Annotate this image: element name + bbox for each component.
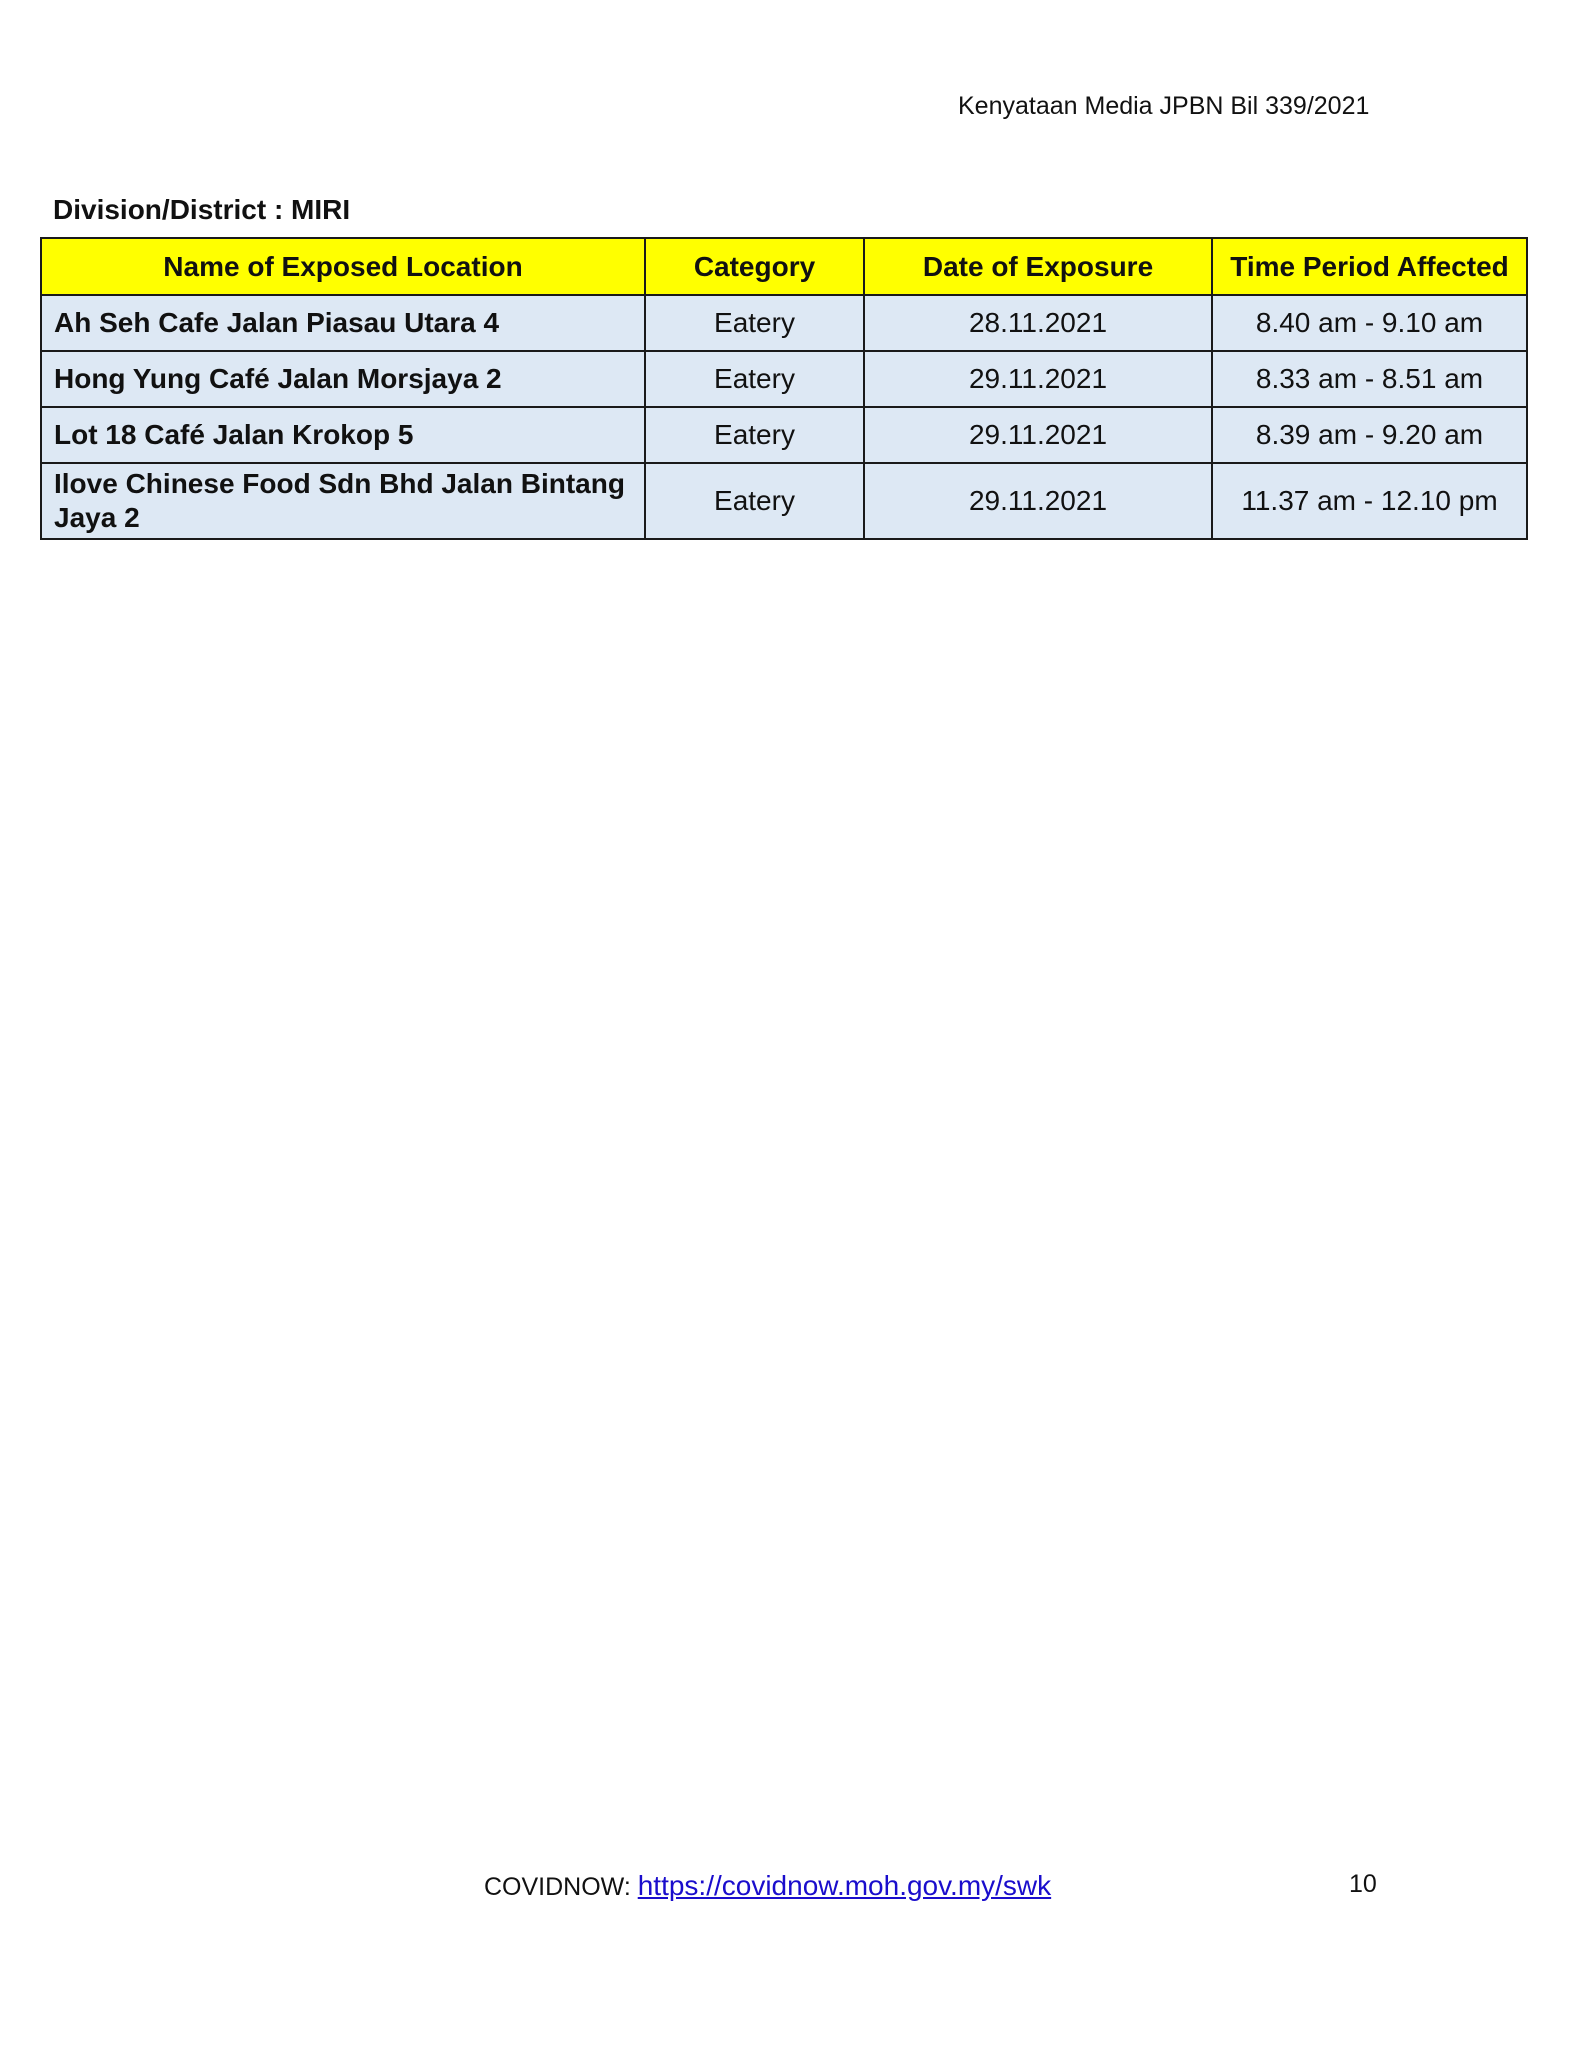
district-label: Division/District : MIRI (53, 194, 351, 225)
table-row (41, 463, 1527, 539)
category-cell: Eatery (645, 407, 864, 463)
footer (484, 1870, 1051, 1902)
column-header-location: Name of Exposed Location (41, 238, 645, 295)
header-reference: Kenyataan Media JPBN Bil 339/2021 (958, 92, 1370, 120)
column-header-category: Category (645, 238, 864, 295)
category-cell: Eatery (645, 351, 864, 407)
time-cell: 8.33 am - 8.51 am (1212, 351, 1527, 407)
location-cell: Lot 18 Café Jalan Krokop 5 (41, 407, 645, 463)
footer-prefix: COVIDNOW: (484, 1873, 638, 1901)
category-cell: Eatery (645, 295, 864, 351)
category-cell: Eatery (645, 463, 864, 539)
date-cell: 29.11.2021 (864, 351, 1212, 407)
covidnow-link[interactable]: https://covidnow.moh.gov.my/swk (637, 1870, 1052, 1901)
time-cell: 8.39 am - 9.20 am (1212, 407, 1527, 463)
table-row (41, 351, 1527, 407)
column-header-time: Time Period Affected (1212, 238, 1527, 295)
location-cell: Ilove Chinese Food Sdn Bhd Jalan Bintang Jaya 2 (41, 463, 645, 539)
time-cell: 11.37 am - 12.10 pm (1212, 463, 1527, 539)
page-number: 10 (1349, 1870, 1377, 1898)
column-header-date: Date of Exposure (864, 238, 1212, 295)
table-header-row (41, 238, 1527, 295)
exposure-table (40, 237, 1528, 540)
date-cell: 28.11.2021 (864, 295, 1212, 351)
time-cell: 8.40 am - 9.10 am (1212, 295, 1527, 351)
date-cell: 29.11.2021 (864, 407, 1212, 463)
date-cell: 29.11.2021 (864, 463, 1212, 539)
table-row (41, 407, 1527, 463)
location-cell: Hong Yung Café Jalan Morsjaya 2 (41, 351, 645, 407)
table-row (41, 295, 1527, 351)
location-cell: Ah Seh Cafe Jalan Piasau Utara 4 (41, 295, 645, 351)
